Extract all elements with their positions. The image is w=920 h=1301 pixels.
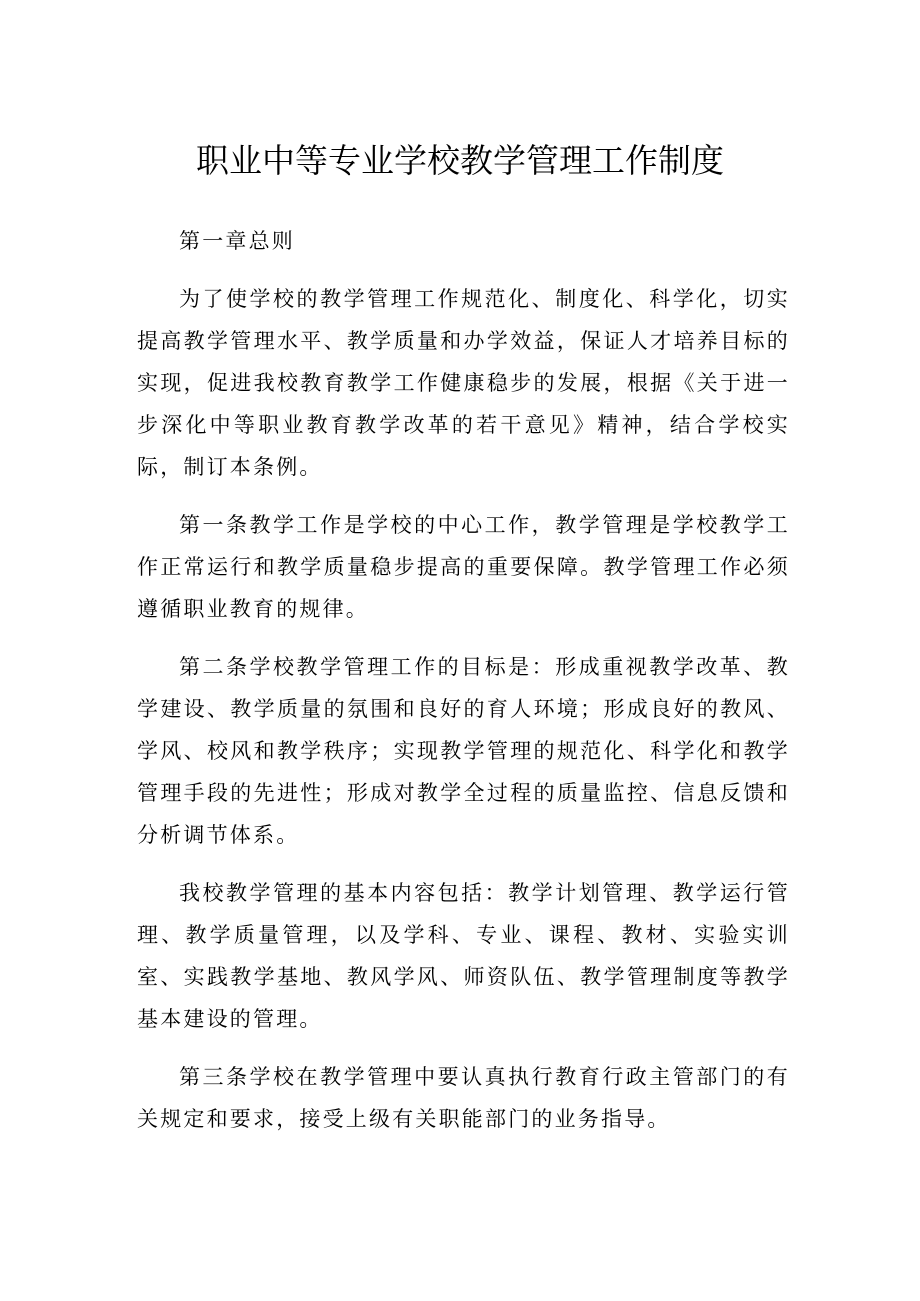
document-body [137, 220, 790, 1156]
paragraph-article-2: 第二条学校教学管理工作的目标是：形成重视教学改革、教学建设、教学质量的氛围和良好的育人环境；形成良好的教风、学风、校风和教学秩序；实现教学管理的规范化、科学化和教学管理手段的先进性；形成对教学全过程的质量监控、信息反馈和分析调节体系。 [137, 655, 790, 847]
paragraph-management-content: 我校教学管理的基本内容包括：教学计划管理、教学运行管理、教学质量管理，以及学科、专业、课程、教材、实验实训室、实践教学基地、教风学风、师资队伍、教学管理制度等教学基本建设的管理。 [137, 881, 790, 1031]
paragraph-preamble: 为了使学校的教学管理工作规范化、制度化、科学化，切实提高教学管理水平、教学质量和办学效益，保证人才培养目标的实现，促进我校教育教学工作健康稳步的发展，根据《关于进一步深化中等职业教育教学改革的若干意见》精神，结合学校实际，制订本条例。 [137, 287, 790, 479]
paragraph-article-1: 第一条教学工作是学校的中心工作，教学管理是学校教学工作正常运行和教学质量稳步提高的重要保障。教学管理工作必须遵循职业教育的规律。 [137, 513, 790, 621]
document-title: 职业中等专业学校教学管理工作制度 [196, 141, 724, 180]
chapter-heading: 第一章总则 [179, 229, 295, 253]
paragraph-article-3: 第三条学校在教学管理中要认真执行教育行政主管部门的有关规定和要求，接受上级有关职能部门的业务指导。 [137, 1065, 790, 1131]
